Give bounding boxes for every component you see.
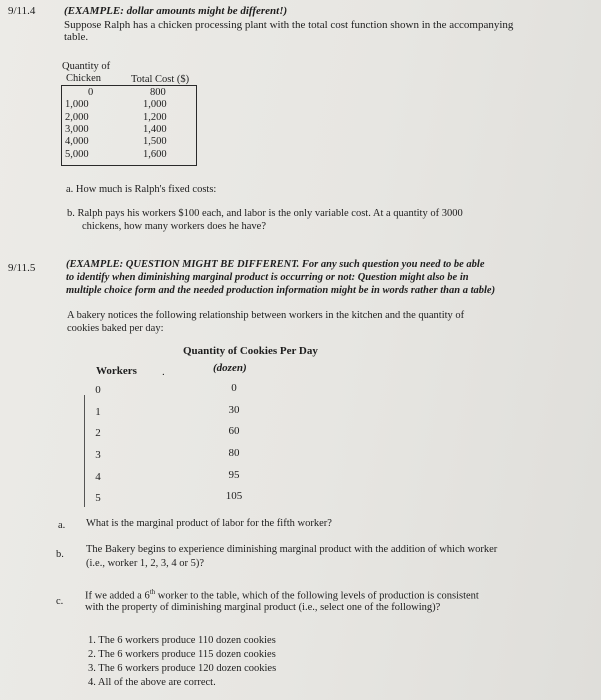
table-cell: 1,400 bbox=[143, 123, 167, 135]
table-cell-workers: 5 bbox=[95, 492, 101, 504]
table-cell: 1,600 bbox=[143, 148, 167, 160]
table-cell: 1,200 bbox=[143, 111, 167, 123]
question-part-letter: b. bbox=[56, 549, 64, 560]
table-cell-cookies: 105 bbox=[225, 490, 243, 502]
question-heading: to identify when diminishing marginal product is occurring or not: Question might also be in bbox=[66, 272, 469, 283]
table-cell: 3,000 bbox=[65, 123, 89, 135]
question-part-letter: c. bbox=[56, 596, 64, 607]
table-header: Quantity of bbox=[62, 61, 111, 72]
choice-item: 2. The 6 workers produce 115 dozen cookies bbox=[88, 649, 276, 660]
table-cell: 1,000 bbox=[65, 99, 89, 111]
question-heading: (EXAMPLE: QUESTION MIGHT BE DIFFERENT. For any such question you need to be able bbox=[66, 259, 485, 270]
question-number: 9/11.4 bbox=[8, 5, 36, 17]
table-cell-workers: 0 bbox=[95, 384, 101, 396]
question-intro: cookies baked per day: bbox=[67, 323, 164, 334]
question-part: The Bakery begins to experience diminishing marginal product with the addition of which worker bbox=[86, 544, 498, 555]
table-cell: 4,000 bbox=[65, 136, 89, 148]
question-intro: A bakery notices the following relationship between workers in the kitchen and the quantity of bbox=[67, 310, 465, 321]
question-part: a. How much is Ralph's fixed costs: bbox=[66, 184, 217, 195]
question-part: If we added a 6th worker to the table, which of the following levels of production is consistent bbox=[85, 588, 479, 602]
table-cell: 800 bbox=[150, 87, 166, 98]
table-cell-workers: 3 bbox=[95, 449, 101, 461]
question-intro: Suppose Ralph has a chicken processing plant with the total cost function shown in the accompanying bbox=[64, 19, 514, 31]
table-cell-workers: 2 bbox=[95, 427, 101, 439]
table-cell-cookies: 95 bbox=[228, 469, 240, 481]
table-cell: 5,000 bbox=[65, 148, 89, 160]
table-cell-cookies: 0 bbox=[231, 382, 237, 394]
question-part: b. Ralph pays his workers $100 each, and labor is the only variable cost. At a quantity of 3000 bbox=[67, 208, 463, 219]
table-rule bbox=[84, 395, 85, 507]
table-header: Chicken bbox=[66, 73, 101, 84]
question-part: chickens, how many workers does he have? bbox=[82, 221, 266, 232]
question-number: 9/11.5 bbox=[8, 262, 36, 274]
table-header: (dozen) bbox=[213, 362, 247, 374]
table-cell: 1,500 bbox=[143, 136, 167, 148]
question-part: with the property of diminishing marginal product (i.e., select one of the following)? bbox=[85, 602, 441, 613]
table-cell-cookies: 80 bbox=[228, 447, 240, 459]
question-part: What is the marginal product of labor for the fifth worker? bbox=[86, 518, 332, 529]
table-divider-dot: . bbox=[162, 366, 165, 378]
table-cell-cookies: 30 bbox=[228, 404, 240, 416]
question-intro: table. bbox=[64, 31, 89, 43]
question-heading: multiple choice form and the needed production information might be in words rather than a table) bbox=[66, 285, 496, 296]
choice-item: 3. The 6 workers produce 120 dozen cookies bbox=[88, 663, 277, 674]
table-cell: 1,000 bbox=[143, 99, 167, 111]
table-cell-workers: 1 bbox=[95, 406, 101, 418]
question-heading: (EXAMPLE: dollar amounts might be different!) bbox=[64, 5, 288, 17]
table-cell-workers: 4 bbox=[95, 471, 101, 483]
question-part-letter: a. bbox=[58, 520, 66, 531]
table-header: Total Cost ($) bbox=[131, 74, 190, 85]
table-header: Workers bbox=[96, 365, 137, 377]
choice-item: 4. All of the above are correct. bbox=[88, 677, 216, 688]
table-cell-cookies: 60 bbox=[228, 425, 240, 437]
question-part: (i.e., worker 1, 2, 3, 4 or 5)? bbox=[86, 558, 205, 569]
table-header: Quantity of Cookies Per Day bbox=[183, 345, 318, 357]
table-cell: 0 bbox=[88, 87, 94, 98]
table-cell: 2,000 bbox=[65, 111, 89, 123]
choice-item: 1. The 6 workers produce 110 dozen cookies bbox=[88, 635, 276, 646]
